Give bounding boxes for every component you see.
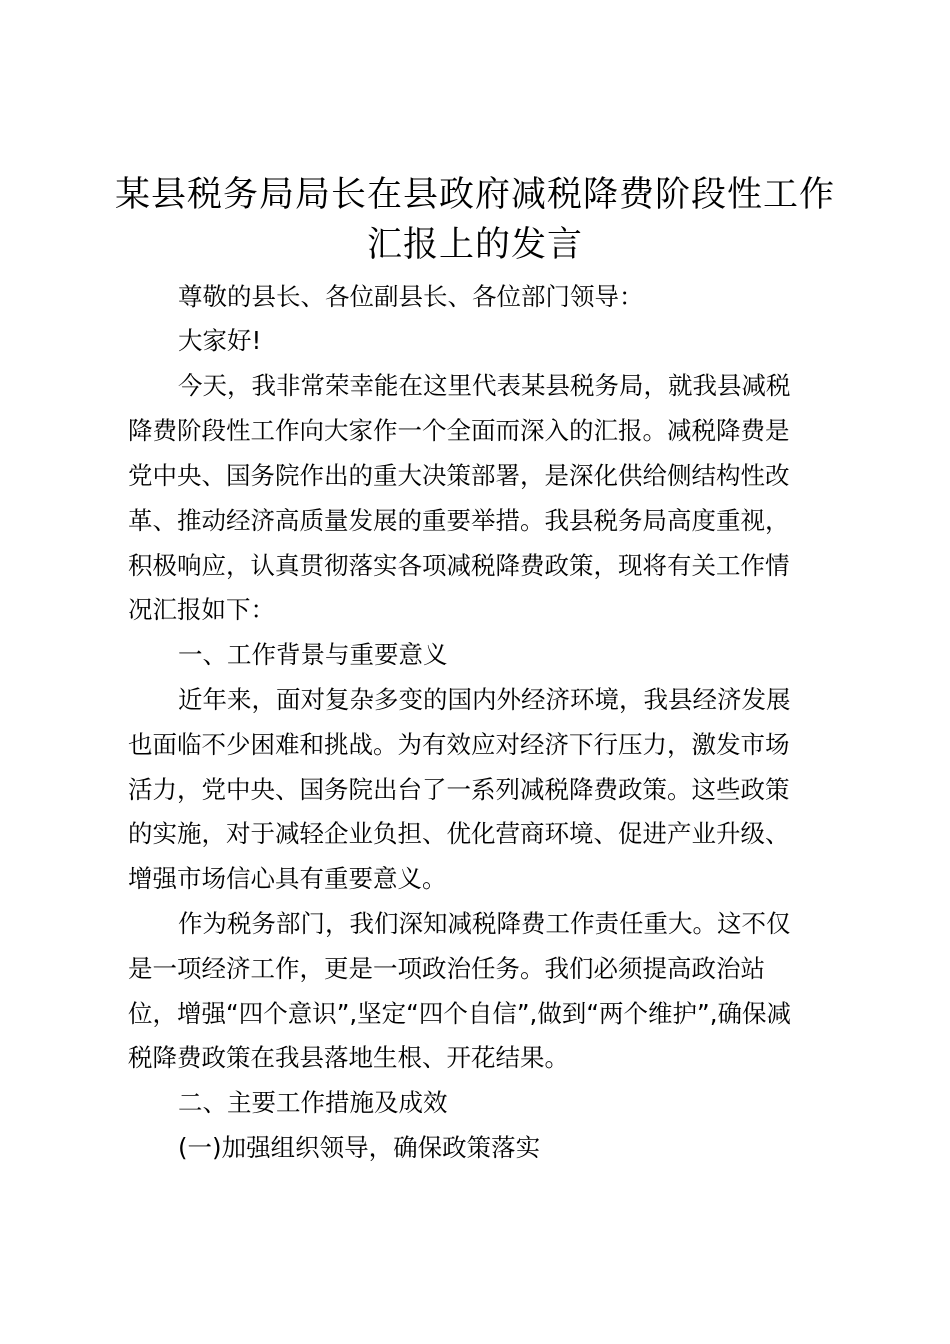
document-title-line-2: 汇报上的发言 — [366, 225, 583, 265]
subsection-heading: (一)加强组织领导，确保政策落实 — [178, 1133, 541, 1162]
paragraph-line: 今天，我非常荣幸能在这里代表某县税务局，就我县减税 — [178, 371, 791, 400]
paragraph-line: 位，增强“四个意识”,坚定“四个自信”,做到“两个维护”,确保减 — [128, 999, 792, 1028]
paragraph-line: 作为税务部门，我们深知减税降费工作责任重大。这不仅 — [178, 909, 791, 938]
paragraph-line: 也面临不少困难和挑战。为有效应对经济下行压力，激发市场 — [128, 730, 790, 759]
section-heading: 一、工作背景与重要意义 — [178, 640, 448, 669]
paragraph-line: 积极响应，认真贯彻落实各项减税降费政策，现将有关工作情 — [128, 551, 790, 580]
paragraph-line: 是一项经济工作，更是一项政治任务。我们必须提高政治站 — [128, 954, 765, 983]
paragraph-line: 税降费政策在我县落地生根、开花结果。 — [128, 1043, 569, 1072]
salutation: 尊敬的县长、各位副县长、各位部门领导： — [178, 282, 644, 311]
paragraph-line: 活力，党中央、国务院出台了一系列减税降费政策。这些政策 — [128, 775, 790, 804]
section-heading: 二、主要工作措施及成效 — [178, 1088, 448, 1117]
paragraph-line: 党中央、国务院作出的重大决策部署，是深化供给侧结构性改 — [128, 461, 790, 490]
paragraph-line: 降费阶段性工作向大家作一个全面而深入的汇报。减税降费是 — [128, 416, 790, 445]
document-title-line-1: 某县税务局局长在县政府减税降费阶段性工作 — [114, 175, 835, 215]
paragraph-line: 近年来，面对复杂多变的国内外经济环境，我县经济发展 — [178, 685, 791, 714]
paragraph-line: 增强市场信心具有重要意义。 — [128, 864, 447, 893]
paragraph-line: 革、推动经济高质量发展的重要举措。我县税务局高度重视， — [128, 506, 790, 535]
greeting: 大家好! — [178, 326, 262, 355]
paragraph-line: 的实施，对于减轻企业负担、优化营商环境、促进产业升级、 — [128, 819, 790, 848]
paragraph-line: 况汇报如下： — [128, 595, 275, 624]
